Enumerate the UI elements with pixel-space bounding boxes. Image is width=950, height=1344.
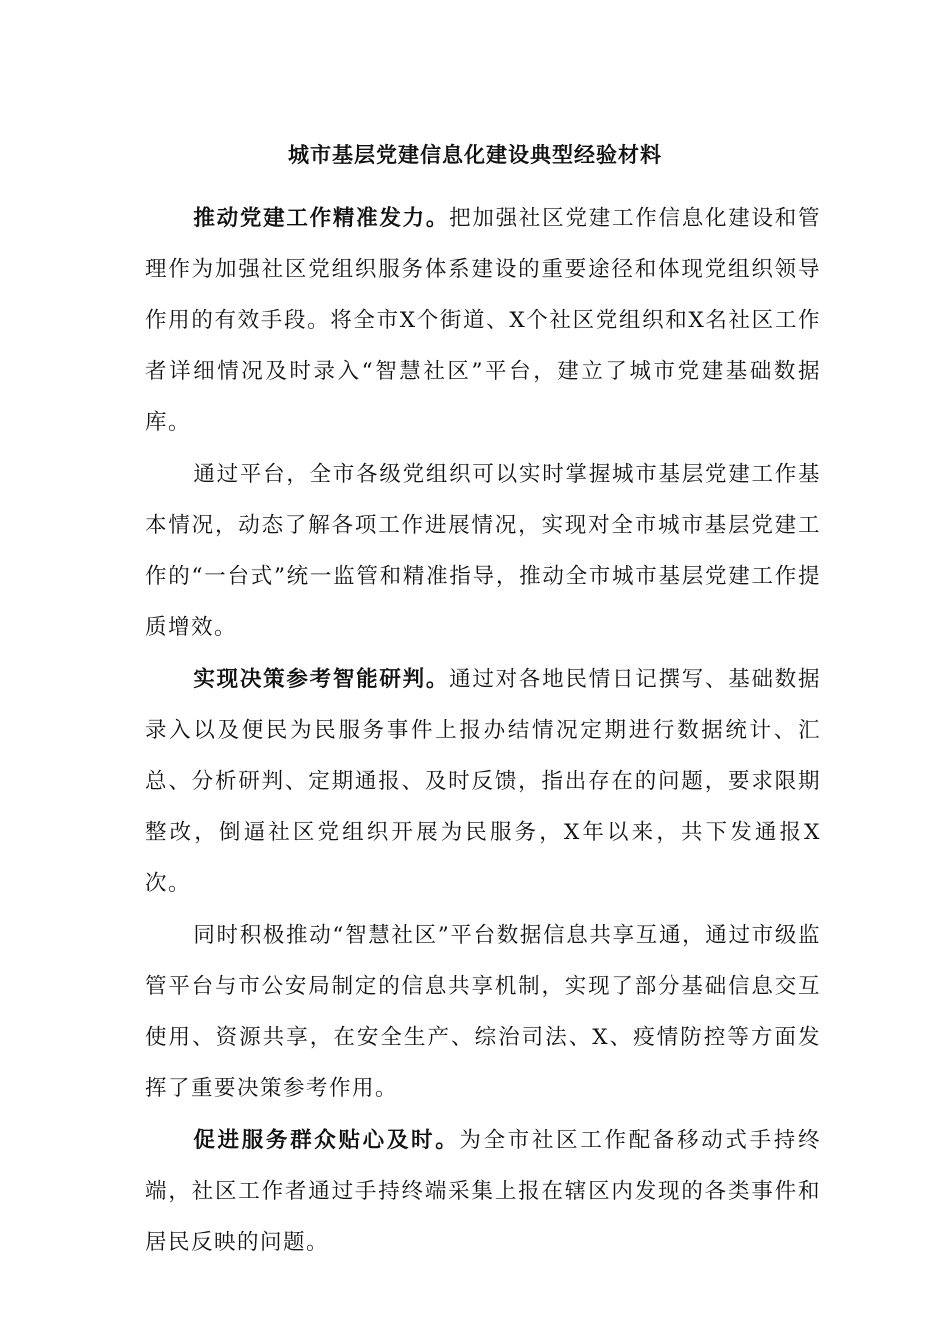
- paragraph-5-lead: 促进服务群众贴心及时。: [193, 1128, 460, 1153]
- paragraph-3-lead: 实现决策参考智能研判。: [193, 667, 450, 692]
- document-title: 城市基层党建信息化建设典型经验材料: [288, 142, 662, 167]
- paragraph-1: [145, 193, 821, 448]
- paragraph-1-text: 把加强社区党建工作信息化建设和管理作为加强社区党组织服务体系建设的重要途径和体现党组织领导作用的有效手段。将全市X个街道、X个社区党组织和X名社区工作者详细情况及时录入“智慧社区”平台，建立了城市党建基础数据库。: [145, 206, 821, 435]
- paragraph-2-text: 通过平台，全市各级党组织可以实时掌握城市基层党建工作基本情况，动态了解各项工作进展情况，实现对全市城市基层党建工作的“一台式”统一监管和精准指导，推动全市城市基层党建工作提质增效。: [145, 462, 821, 640]
- document-body: [145, 193, 821, 1268]
- paragraph-3-text: 通过对各地民情日记撰写、基础数据录入以及便民为民服务事件上报办结情况定期进行数据统计、汇总、分析研判、定期通报、及时反馈，指出存在的问题，要求限期整改，倒逼社区党组织开展为民服务，X年以来，共下发通报X次。: [145, 667, 821, 896]
- paragraph-3: [145, 654, 821, 909]
- paragraph-4: [145, 910, 821, 1114]
- paragraph-2: [145, 449, 821, 653]
- paragraph-4-text: 同时积极推动“智慧社区”平台数据信息共享互通，通过市级监管平台与市公安局制定的信息共享机制，实现了部分基础信息交互使用、资源共享，在安全生产、综治司法、X、疫情防控等方面发挥了重要决策参考作用。: [145, 923, 821, 1101]
- paragraph-5-text: 为全市社区工作配备移动式手持终端，社区工作者通过手持终端采集上报在辖区内发现的各类事件和居民反映的问题。: [145, 1128, 821, 1255]
- paragraph-5: [145, 1115, 821, 1268]
- paragraph-1-lead: 推动党建工作精准发力。: [193, 206, 450, 231]
